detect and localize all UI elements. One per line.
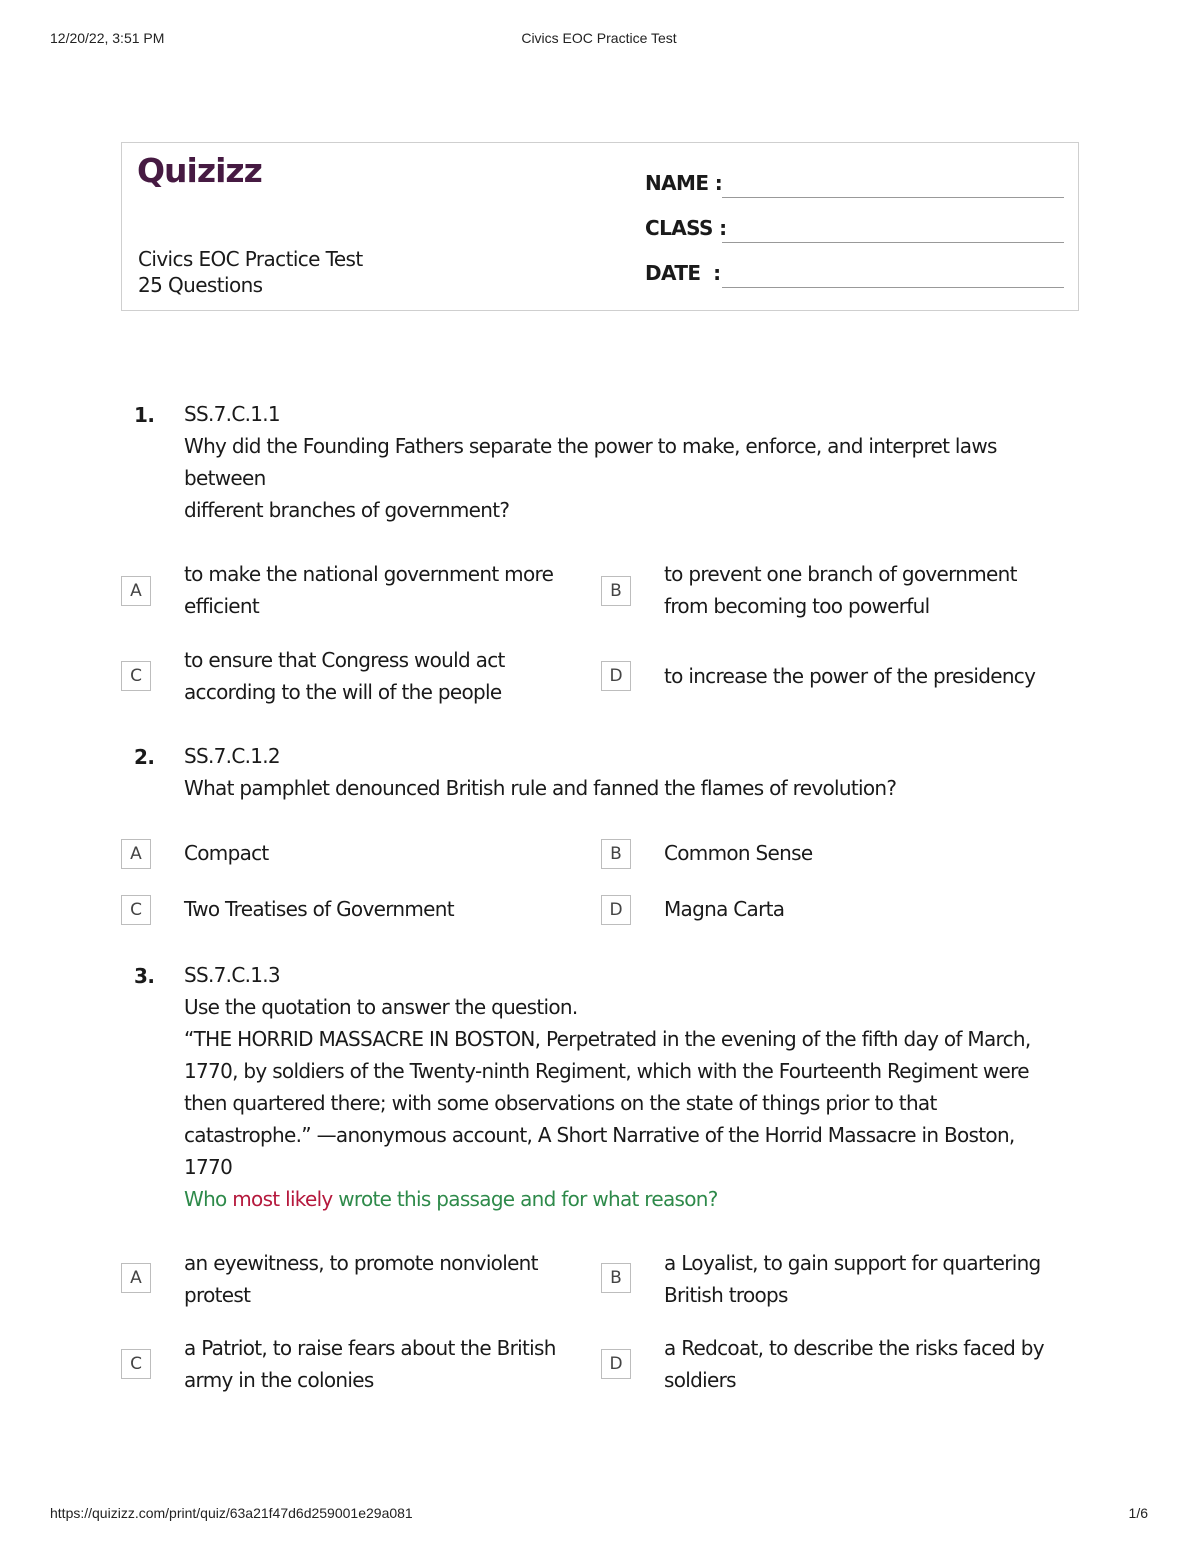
question-text (184, 398, 1064, 526)
option-a-text (184, 1247, 584, 1311)
option-d-text (664, 660, 1084, 692)
question-code: SS.7.C.1.1 (184, 402, 280, 426)
question-line: then quartered there; with some observations on the state of things prior to that (184, 1091, 937, 1115)
class-label: CLASS : (645, 216, 727, 240)
question-line: between (184, 466, 266, 490)
option-line: a Patriot, to raise fears about the British (184, 1336, 556, 1360)
option-c-box[interactable]: C (121, 895, 151, 925)
option-line: to increase the power of the presidency (664, 664, 1036, 688)
option-b-text (664, 1247, 1084, 1311)
option-line: soldiers (664, 1368, 736, 1392)
option-d-box[interactable]: D (601, 661, 631, 691)
print-url[interactable]: https://quizizz.com/print/quiz/63a21f47d6d259001e29a081 (50, 1505, 413, 1521)
question-code: SS.7.C.1.3 (184, 963, 280, 987)
option-line: army in the colonies (184, 1368, 374, 1392)
prompt-part: wrote this passage and for what reason? (332, 1187, 718, 1211)
option-a-box[interactable]: A (121, 576, 151, 606)
question-number: 1. (134, 403, 155, 427)
option-c-text: Two Treatises of Government (184, 897, 454, 921)
option-b-text (664, 558, 1064, 622)
quiz-title-block (138, 246, 363, 298)
option-a-text: Compact (184, 841, 269, 865)
print-page-title: Civics EOC Practice Test (521, 30, 677, 46)
question-line: Why did the Founding Fathers separate the power to make, enforce, and interpret laws (184, 434, 997, 458)
class-line (722, 242, 1064, 243)
option-b-box[interactable]: B (601, 1263, 631, 1293)
question-line: catastrophe.” —anonymous account, A Short Narrative of the Horrid Massacre in Boston, (184, 1123, 1015, 1147)
option-d-box[interactable]: D (601, 895, 631, 925)
option-d-box[interactable]: D (601, 1349, 631, 1379)
question-text (184, 959, 1064, 1215)
name-label: NAME : (645, 171, 723, 195)
option-line: a Loyalist, to gain support for quartering (664, 1251, 1041, 1275)
prompt-part: Who (184, 1187, 233, 1211)
print-datetime: 12/20/22, 3:51 PM (50, 30, 165, 46)
print-page-number: 1/6 (1128, 1505, 1148, 1521)
option-d-text: Magna Carta (664, 897, 785, 921)
option-d-text (664, 1332, 1084, 1396)
option-line: a Redcoat, to describe the risks faced by (664, 1336, 1044, 1360)
name-line (722, 197, 1064, 198)
option-b-box[interactable]: B (601, 576, 631, 606)
question-line: 1770, by soldiers of the Twenty-ninth Regiment, which with the Fourteenth Regiment were (184, 1059, 1029, 1083)
option-a-box[interactable]: A (121, 1263, 151, 1293)
prompt-highlight: most likely (232, 1187, 333, 1211)
question-line: “THE HORRID MASSACRE IN BOSTON, Perpetrated in the evening of the fifth day of March, (184, 1027, 1031, 1051)
option-line: to make the national government more (184, 562, 554, 586)
question-prompt (184, 1183, 1064, 1215)
quiz-title: Civics EOC Practice Test (138, 247, 363, 271)
option-line: British troops (664, 1283, 788, 1307)
question-line: Use the quotation to answer the question. (184, 995, 578, 1019)
question-text (184, 740, 1064, 804)
option-line: according to the will of the people (184, 680, 502, 704)
option-line: to prevent one branch of government (664, 562, 1017, 586)
quizizz-logo: Quizizz (137, 151, 262, 190)
option-c-text (184, 1332, 584, 1396)
option-line: from becoming too powerful (664, 594, 930, 618)
option-c-text (184, 644, 584, 708)
option-line: efficient (184, 594, 260, 618)
question-line: different branches of government? (184, 498, 510, 522)
question-number: 3. (134, 964, 155, 988)
date-label: DATE : (645, 261, 721, 285)
question-code: SS.7.C.1.2 (184, 744, 280, 768)
option-b-text: Common Sense (664, 841, 813, 865)
option-a-text (184, 558, 584, 622)
question-line: 1770 (184, 1155, 233, 1179)
option-b-box[interactable]: B (601, 839, 631, 869)
option-line: protest (184, 1283, 251, 1307)
date-line (722, 287, 1064, 288)
option-line: an eyewitness, to promote nonviolent (184, 1251, 538, 1275)
question-number: 2. (134, 745, 155, 769)
question-line: What pamphlet denounced British rule and fanned the flames of revolution? (184, 776, 897, 800)
quiz-header-box (121, 142, 1079, 311)
option-c-box[interactable]: C (121, 661, 151, 691)
option-a-box[interactable]: A (121, 839, 151, 869)
option-c-box[interactable]: C (121, 1349, 151, 1379)
option-line: to ensure that Congress would act (184, 648, 505, 672)
question-count: 25 Questions (138, 273, 263, 297)
